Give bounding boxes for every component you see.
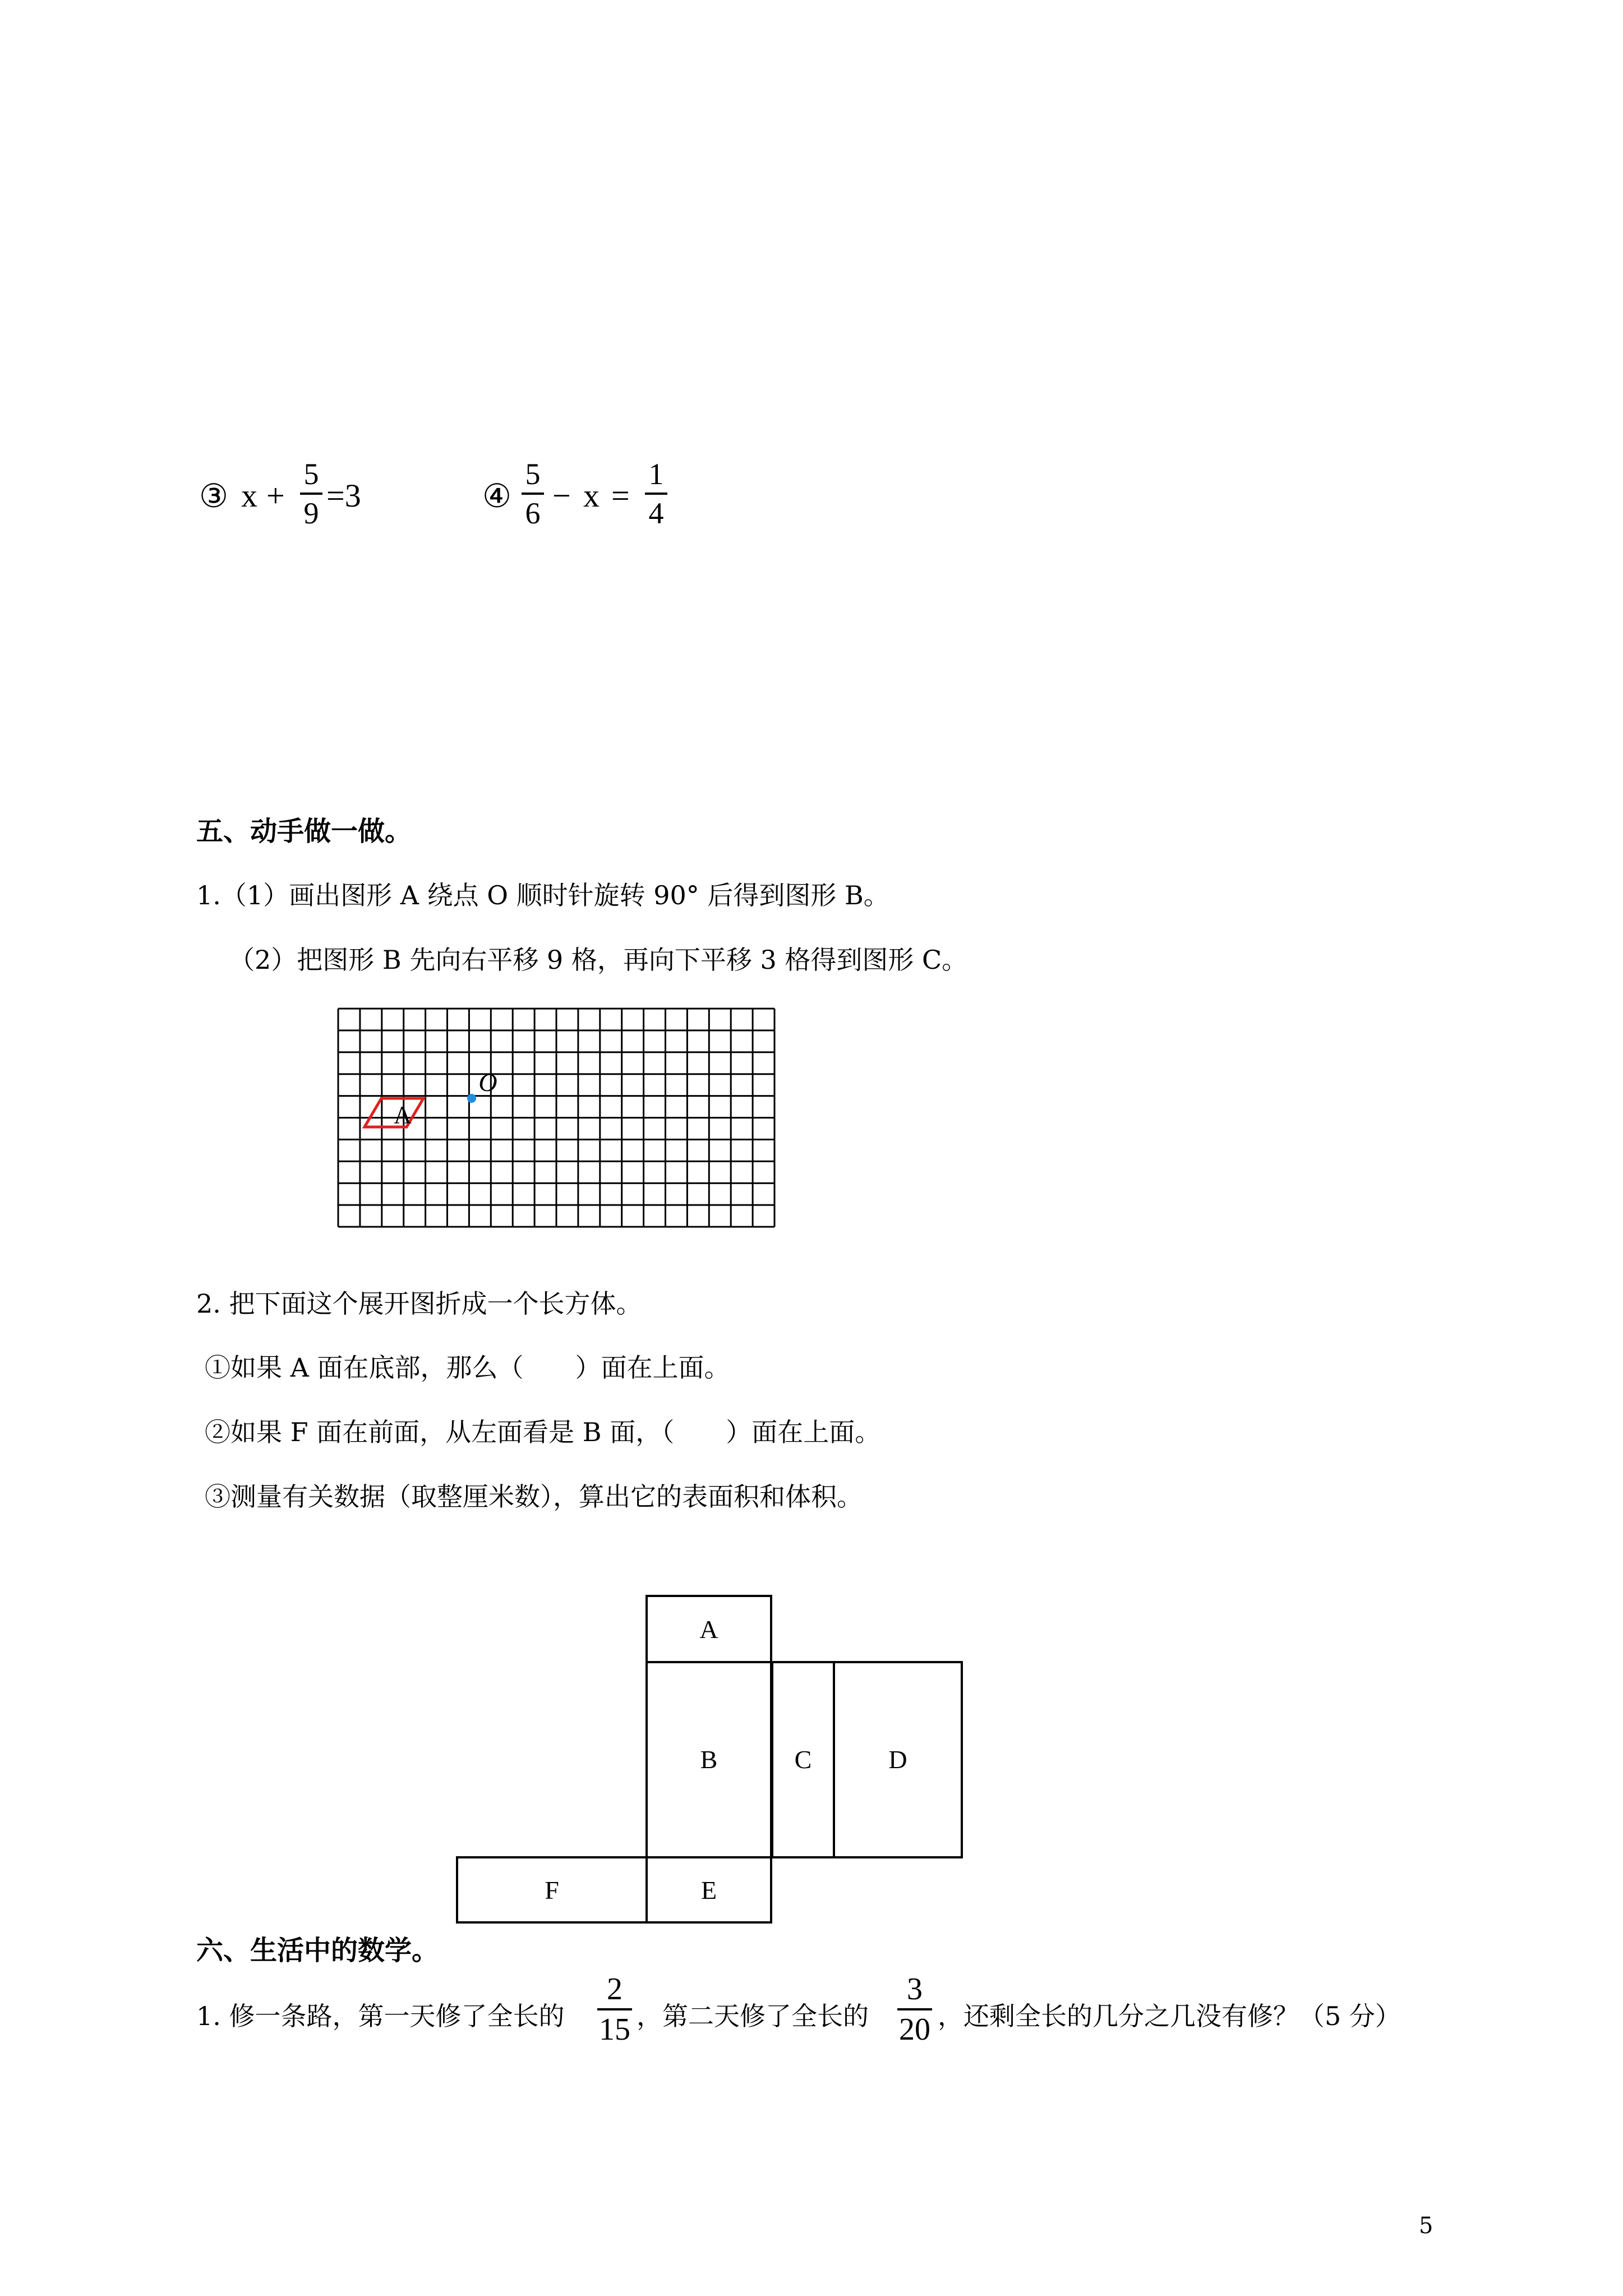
rotation-point-o-label: O [478,1068,497,1097]
equation-3-marker: ③ [199,478,228,514]
fraction-denominator: 9 [303,496,319,530]
fraction-denominator: 4 [648,496,664,530]
section-5-question-2-c: ③测量有关数据（取整厘米数），算出它的表面积和体积。 [205,1481,863,1512]
net-label-c: C [794,1745,812,1774]
fraction-bar [300,493,322,495]
fraction-denominator: 15 [599,2012,630,2047]
section-6-heading: 六、生活中的数学。 [196,1935,439,1966]
net-label-b: B [700,1745,718,1774]
shape-a-label: A [394,1101,412,1129]
fraction-denominator: 6 [525,496,541,530]
fraction-bar [897,2008,932,2010]
question-text-part-1: 1. 修一条路，第一天修了全长的 [196,2001,565,2031]
fraction-bar [522,493,544,495]
net-label-e: E [700,1876,717,1904]
rotation-grid [336,1007,785,1237]
section-5-question-2-a: ①如果 A 面在底部，那么（ ）面在上面。 [205,1352,730,1383]
fraction-bar [645,493,667,495]
net-label-a: A [699,1615,718,1644]
section-5-question-1-part-2: （2）把图形 B 先向右平移 9 格，再向下平移 3 格得到图形 C。 [229,945,968,975]
fraction-numerator: 1 [648,457,664,491]
net-label-f: F [545,1876,559,1904]
equation-4-equals: = [611,477,630,514]
fraction-numerator: 3 [907,1972,923,2007]
section-5-question-2-title: 2. 把下面这个展开图折成一个长方体。 [196,1289,642,1319]
rotation-point-o [467,1094,476,1103]
equation-4-fraction-2 [645,459,667,528]
equation-3-fraction [300,459,322,528]
section-5-question-1-part-1: 1.（1）画出图形 A 绕点 O 顺时针旋转 90° 后得到图形 B。 [196,880,889,910]
fraction-numerator: 2 [607,1972,623,2007]
equation-3-operator: + [266,477,285,514]
fraction-numerator: 5 [303,457,319,491]
equation-3-variable: x [241,477,257,514]
equation-3-rhs: =3 [326,477,361,514]
fraction-numerator: 5 [525,457,541,491]
fraction-denominator: 20 [899,2012,930,2047]
equation-4-marker: ④ [482,478,511,514]
cuboid-net [454,1593,976,1930]
section-5-heading: 五、动手做一做。 [196,816,412,847]
section-5-question-2-b: ②如果 F 面在前面，从左面看是 B 面，（ ）面在上面。 [205,1417,881,1447]
net-label-d: D [888,1745,907,1774]
question-fraction-2 [897,1973,932,2045]
fraction-bar [597,2008,632,2010]
question-text-part-3: ，还剩全长的几分之几没有修？（5 分） [938,2001,1401,2031]
question-text-part-2: ，第二天修了全长的 [637,2001,869,2031]
equation-4-operator: − [552,477,571,514]
equation-4-fraction-1 [522,459,544,528]
question-fraction-1 [597,1973,632,2045]
page-number: 5 [1419,2213,1433,2239]
equation-4-variable: x [583,477,600,514]
